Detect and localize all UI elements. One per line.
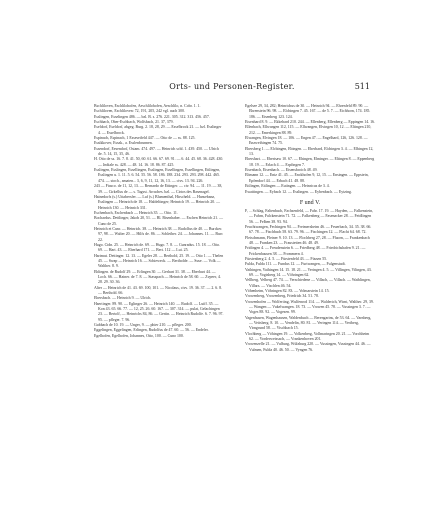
index-entry: Fulda, Fulda 111. — Fundus 12. — Furtwangen, — Fulgenstadt. [245,262,346,267]
index-entry: Ebersberg 1. — Elcbingen, Ebingen. — Eberhard, Elchingen 3. 4. — Elbingen 12, 13. [245,146,374,157]
index-entry: Essendorf, Eesendorf, Ostam. 474. 497. — Heinrich scbl. 1. 439. 450. — Ulrich de. 5. 14, 15, 35, 46. [94,146,219,157]
index-entry: Ettlingen, Ettlingen — Eutingen. — Heinricus de 3. 4. [245,184,330,189]
page-number: 511 [354,82,370,91]
index-entry: Eschbach, Ober-Eschbach, Wolfsbach, 21. 37, 379. [94,120,174,125]
index-entry: H. Otto de ss. 16. 7. 8. 41. 50, 60. 61. 66. 67. 69. 91. — 6. 44. 45. 68. 36. 428. 430. — Jndiale ss. 428. — 48. 14. 16. 18. 86. 87. 425. [94,157,224,167]
index-entry: Eblingen. de Rudolf 29. — Erlingen 30. — Gerhart 31. 38. — Eberhart 44. — Loch. 66. — Hainer. de 7. 8. — Stasspach — Heinrich de 58. 60. — Zvpeer, 4. 28. 29. 30. 36. [94,269,221,285]
index-entry: Espinach, Espinach, 1 Esseseifeld 447. — Otto de — ss. 88. 125. [94,136,196,141]
index-entry: Eltmann 12. — Entz 41. 45. — Enckhofen 9, 12, 15. — Ensingen. — Eppstein, Epfendorf 44. — Erbach 41. 48. 88. [245,173,369,183]
index-entry: Bschliloven, Eschlilohofen, Aeschlilohofen, Aeschlilo, n. Cobr. 1. 1. [94,104,201,108]
index-entry: Bochardus. Dettlinger, Jakob 20, 51. — Bl. Bisenhaber. — Eschen Heinrich 21. — Cuno de 25. [94,216,223,226]
index-entry: Essikkover, Esszk., a. Esslenbrunnen. [94,141,153,146]
left-column [94,104,224,339]
index-entry: Eisenhard 8. 9. — Ekkehard 210. 244. — Ellenberg, Ellenberg — Eppingen 14. 16. [245,120,375,125]
index-entry: Egelhofen, Egelhofen, Johannes, Otto, 100. — Cuno 100. [94,333,184,338]
index-entry: Eseldorf, Eseldorf, abgeg. Burg. 2. 18, 28, 29. — Esselbrock 21. — bzl. Esslinger 4. — Esselbrock. [94,125,222,135]
index-entry: Fürstenberg 2. 4. 5. — Fürstenfeld 43. — Füssen 55. [245,256,328,261]
index-entry: Ebersbach. — Heinrich 9. — Ulrich. [94,296,152,301]
index-entry: Vrowenhofen — Wolferting, Wulfenrod 114. — Walderich, Wirnt, Walther. 29, 39. — Wangen — Vukelwangen. 18. 73. — Vrowen 45. 78. — Vussingen 3. 7. — Voges 88. 92. — Vogesen. 99. [245,299,374,315]
running-head [94,82,370,94]
index-entry: Vaihingen, Vaihingen 14. 15. 18. 21. — Veringen 4. 5. — Villingen, Vilingen, 43. 69. — Vogtsberg 14. — Vöhringen 62. [245,267,372,277]
index-entry: Esslingen, Esselingen 486. — bzl. B. s. 276. 221. 305. 312. 313. 456. 457. [94,114,210,119]
index-entry: Hartmut. Dettinger. 12. 13. — Egeler 28. — Berthold, 25. 19. — Otto 1. — Thelen 45. — Swap — Heinrich 16. — Schieweck. — Bertholde. — Suse. — Volk — Walther. 8. 9. [94,253,224,269]
index-entry: Hugo. Cidn. 25. — Heinrich de. 69. — Hugo. 7. 8. — Cunradus. 15. 18. — Otto. 69. — Hart. 43. — Eberhard 171. — Bert. 112 — Lui. 25. [94,242,221,253]
index-entry: Hainedorfs (s.) Uttabersfer. — Luf (s.) Blumenthal, Hirscheld. — Hansebanz, Esslingen — Heinrich de 18. — Haldeltinger; Heinrich 19. — Heinrich 20. — Heinrich 130. — Heinrich 331. [94,194,220,210]
index-entry: Eschliloven, Eschliloven: 72, 191, 205, 242 vgl. auch 300. [94,109,185,114]
index-entry: Fleischmann, Fleiner 9. 10. 13. — Flochberg 27, 28. — Fluorn, — Frankenbach 48. — Franken 23. — Fraustetten 46. 48. 49. [245,235,370,245]
index-entry: Egelsee 29, 34, 282; Heinrichus de 30. — Heinrich 94. — Ehrenfeld 89. 90. — Ehrenstein 96. 98. — Elchingen 7. 45. 167. — de 5. 7. — Eichhorn, 174. 185. 186. — Eisenberg 123. 124. [245,104,371,119]
index-entry: Gubbach de 10. 19. — Unger, 9. — phier 210. — pfleger. 200. [94,323,192,328]
index-entry: Alter — Heinrich de 41. 43. 69. 100, 101. — Nicolaus, civs. 19. 36. 37. — 2. 6. 8. — Berthold. 66. [94,285,223,296]
index-entry: Heinrich et Cunr. — Heinrich. 38. — Heinrich 38. — Rudolfus de 40. — Burcker. 97, 98. — Walter 20. — Hilfs de. 86. — Schleiber. 24. — Johannes. 11. — Burc 22. [94,226,223,242]
index-entry: Eggelingen, Eggelingen, Erlingen, Rudolfus de 47. 60. — 56. — Endeler. [94,328,209,333]
index-entry: Vrowenberg, Vrowenberg, Friedrich 34. 51. 78. [245,294,319,299]
index-entry: Vellberg, Velberg 47. 74. — Verschiedene — Villach, — Villach. — Waiblingen, Villars. — Vischlen 46. 54. [245,278,371,288]
index-entry: Ellenbach, Ellwangen 112, 115. — Ellwangen, Elvingen 10, 12. — Eltingen 210, 212. — Emerkingen 88. 89. [245,125,372,135]
index-entry: Esslingen, Esslingen, Essellingen, Esslingen, Essellingen, Essellingen, Ettlingen, Esslingen u. 1. 11. 5. 6. 54. 55. 56. 58. 186. 188. 234. 293. 293. 298. 442. 465. 474. — stoch., amaten... 3, 6, 9, 11, 12, 16, 13. — civs. 13. 94. 226. [94,168,221,183]
right-column [245,104,375,353]
index-entry: Haertinger. 89. 90. — Eglinger 26. — Heinrich 140. — Rudolf. — Luiff. 35. — Kon 43. 65. 66. 77. — 12, 25. 26. 60. 167. — 307. 314. — pulat, Gelachingen 23. — Bertolf, — Heinrichs 84, 86. — Gertin. — Heinrich Rudolfe. 6. 7. 96. 97. 95. — pfleger. 7. 96. [94,301,224,322]
index-entry: Vlochberg — Vöhingen 19. — Volkenberg, Vollmaringen 20. 21. — Vorchheim 62. — Vorderweissach, — Vrankenhoven 201. [245,331,370,342]
index-entry: Vrowenzelle 21. — Vulburg, Wülzburg 220. — Vussingen, Vussingen 44. 46. — Vulmen, Fulda 40. 46. 50. — Vyngen 76. [245,342,371,352]
section-heading: F und V. [299,199,321,206]
page-title: Orts- und Personen-Register. [169,82,295,91]
index-entry: 243 — Fiasco. de 11, 12, 13. — Bernardo de Ettinger. — civ. 94. — 11. 19. — 38, 39. — Cirkellus de — s. Tagsst. Arraches. bzl. — Cirtos des Basenagel. [94,184,223,194]
index-entry: F, ... Schlag, Faltenbach, Fachsenfeld, — Fahr. 17. 19. — Hayden, — Falkenstein, — Fahrn, Falckenstein 71. 72. — Falkenberg — Fasenacker 28. — Feidlingen 56. — Felben 38. 93. 94. [245,208,374,224]
index-entry: Eschenbach, Eschenbach — Heinrich 35. — Otto. 11. [94,210,178,215]
index-entry: Ebershart. — Ebertsaw 10. 67. — Ehingen, Ehninger. — Eltingen 8. — Eppenberg 18. 19. — Erlach 4. — Erpfingen 7. [245,157,375,167]
index-entry: Fridingen 4. — Freudenstein 6. — Friedberg 48. — Friedrichshafen 9. 21. — Frickenhausen 38. — Frommern 4. [245,246,366,256]
index-entry: Vagenhusen, Wagenhausen, Waldenbuch — Berengarins, de 53. 64. — Varnberg, — Veitsberg. 8. 10. — Vendelin, 80. 81. — Veringen 114. — Veriberg, Virngrund 58. — Vischbach 15. [245,315,372,331]
index-entry: Vöhenheim, Vöhringen 82. 83. — Volmarstein 14. 15. [245,289,330,293]
index-entry: Feuchtwangen, Fechingen 94. — Freimersheim 46. — Feuerbach, 34. 35. 38. 66. 67. 78. — Fischbach 58. 63. 79. 96. — Fischingen 12. — Flacht 64. 68. 72. [245,224,372,235]
index-entry: Elwangen, Elvingen 18. — 106. — Engen 47. — Engelhard, 126, 126. 128. — Enzweihingen 74. 75. [245,136,368,146]
index-entry: Eisenbach, Eisenbach. — Eisensbroich 48. 49. [245,168,318,173]
index-entry: Ewattingen. — Eybach 12. — Esslingen. — Eybenbach. — Eytzing. [245,189,352,194]
